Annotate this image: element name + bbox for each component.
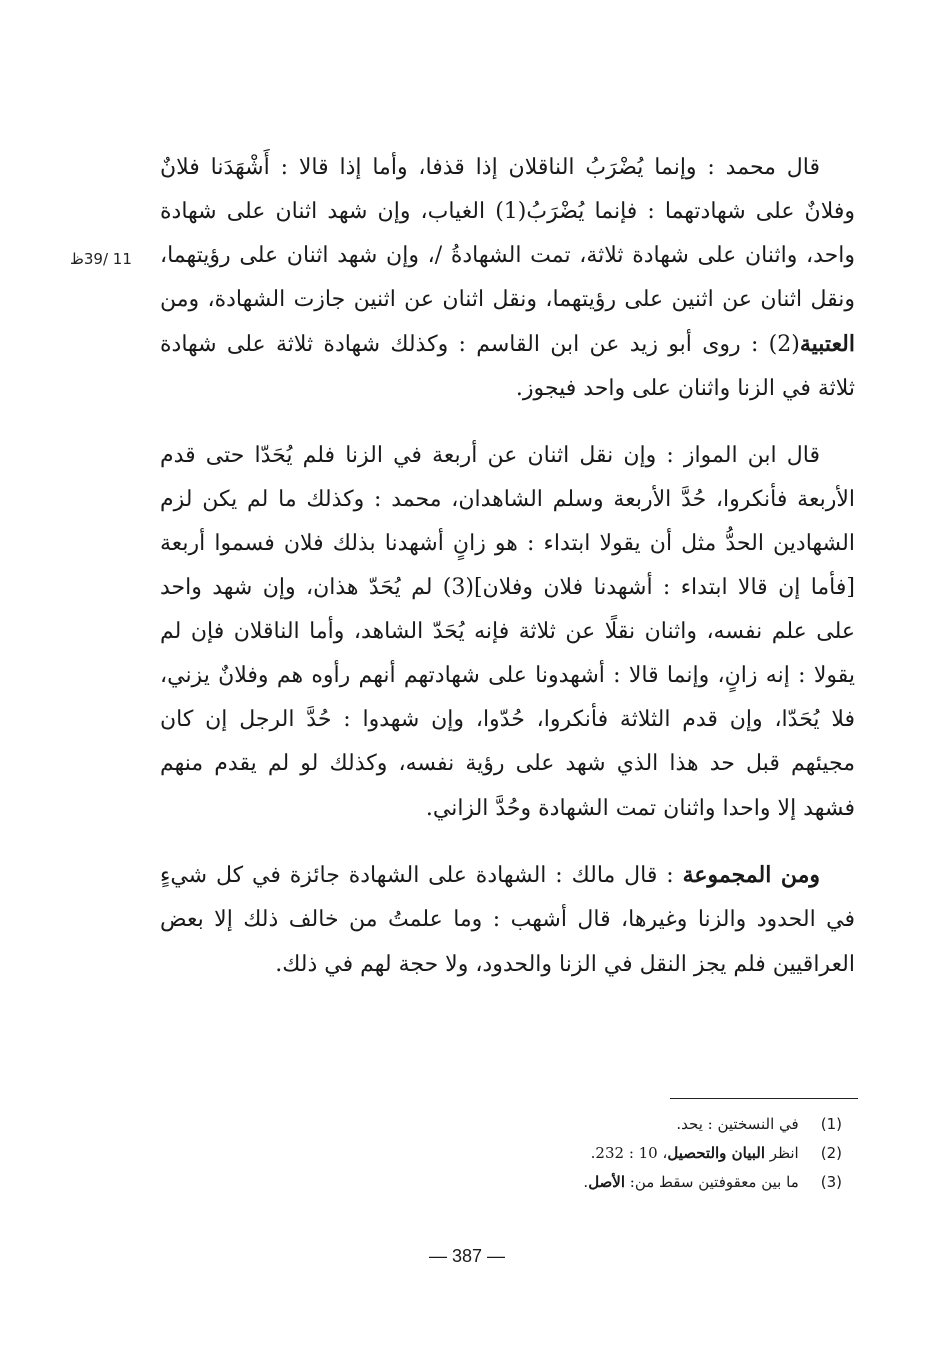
footnote-number: (2) [820, 1144, 842, 1162]
footnote-text-part: . [583, 1173, 589, 1191]
paragraph-1-text-continued: (2) : روى أبو زيد عن ابن القاسم : وكذلك شهادة ثلاثة على شهادة ثلاثة في الزنا واثنان على واحد فيجوز. [160, 332, 855, 401]
footnote-3 [400, 1168, 842, 1197]
paragraph-1-text: قال محمد : وإنما يُضْرَبُ الناقلان إذا قذفا، وأما إذا قالا : أَشْهَدَنا فلانٌ وفلانٌ على شهادتهما : فإنما يُضْرَبُ(1) الغياب، وإن شهد اثنان على شهادة واحد، واثنان على شهادة ثلاثة، تمت الشهادةُ /، وإن شهد اثنان على رؤيتهما، ونقل اثنان عن اثنين على رؤيتهما، ونقل اثنان عن اثنين جازت الشهادة، ومن [160, 155, 855, 312]
footnotes [400, 1110, 842, 1197]
paragraph-2 [160, 433, 855, 831]
paragraph-3 [160, 853, 855, 987]
footnote-text-part: انظر [765, 1144, 799, 1162]
footnote-divider [670, 1098, 858, 1099]
footnote-cited-work: الأصل [588, 1173, 626, 1191]
paragraph-3-lead: ومن المجموعة [682, 862, 821, 888]
footnote-text-part: ما بين معقوفتين سقط من: [625, 1173, 799, 1191]
paragraph-1-source: العتبية [799, 331, 855, 357]
footnote-number: (3) [820, 1173, 842, 1191]
page-number: — 387 — [428, 1246, 506, 1266]
paragraph-3-text: : قال مالك : الشهادة على الشهادة جائزة في كل شيءٍ في الحدود والزنا وغيرها، قال أشهب : وما علمتُ من خالف ذلك إلا بعض العراقيين فلم يجز النقل في الزنا والحدود، ولا حجة لهم في ذلك. [160, 863, 855, 977]
footnote-text-part: ، 10 : 232. [590, 1144, 668, 1162]
footnote-text [400, 1139, 799, 1168]
manuscript-folio-note: 11 /39ظ [70, 250, 132, 268]
footnote-text [400, 1168, 799, 1197]
footnote-cited-work: البيان والتحصيل [667, 1144, 766, 1162]
paragraph-1 [160, 145, 855, 411]
main-text [160, 145, 855, 987]
footnote-number: (1) [820, 1115, 842, 1133]
footnote-1 [400, 1110, 842, 1139]
footnote-text-part: في النسختين : يحد. [676, 1115, 799, 1133]
footnote-text [400, 1110, 799, 1139]
footnote-2 [400, 1139, 842, 1168]
paragraph-2-text: قال ابن المواز : وإن نقل اثنان عن أربعة في الزنا فلم يُحَدّا حتى قدم الأربعة فأنكروا، حُدَّ الأربعة وسلم الشاهدان، محمد : وكذلك ما لم يكن لزم الشهادين الحدُّ مثل أن يقولا ابتداء : هو زانٍ أشهدنا بذلك فلان فسموا أربعة [فأما إن قالا ابتداء : أشهدنا فلان وفلان](3) لم يُحَدّ هذان، وإن شهد واحد على علم نفسه، واثنان نقلًا عن ثلاثة فإنه يُحَدّ الشاهد، وأما الناقلان فإن لم يقولا : إنه زانٍ، وإنما قالا : أشهدونا على شهادتهم أنهم رأوه هم وفلانٌ يزني، فلا يُحَدّا، وإن قدم الثلاثة فأنكروا، حُدّوا، وإن شهدوا : حُدَّ الرجل إن كان مجيئهم قبل حد هذا الذي شهد على رؤية نفسه، وكذلك لو لم يقدم منهم فشهد إلا واحدا واثنان تمت الشهادة وحُدَّ الزاني. [160, 443, 855, 821]
